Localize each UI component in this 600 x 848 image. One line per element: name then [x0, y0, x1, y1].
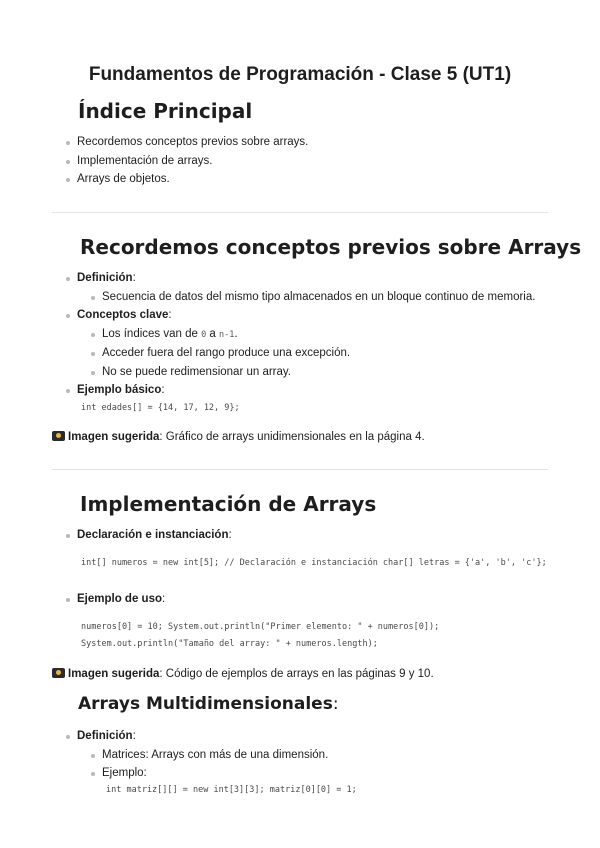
code-block: int[] numeros = new int[5]; // Declaración e instanciación char[] letras = {'a', 'b', 'c'}; — [81, 558, 547, 568]
image-note — [52, 665, 434, 683]
camera-icon — [52, 668, 65, 678]
multi-list — [0, 727, 600, 783]
list-item: Recordemos conceptos previos sobre arrays. — [0, 133, 600, 152]
concept-text: Los índices van de — [102, 327, 202, 340]
multi-heading-text: Arrays Multidimensionales — [78, 694, 333, 714]
list-item: Conceptos clave: — [0, 306, 600, 325]
list-item: Ejemplo de uso: — [0, 590, 600, 609]
concepts-label: Conceptos clave — [77, 309, 169, 321]
list-item — [0, 325, 600, 345]
decl-label: Declaración e instanciación — [77, 529, 229, 541]
use-label: Ejemplo de uso — [77, 593, 162, 605]
concept-text: a — [206, 327, 220, 340]
recap-heading: Recordemos conceptos previos sobre Arrays — [80, 235, 582, 259]
list-item: Declaración e instanciación: — [0, 526, 600, 545]
list-item: Implementación de arrays. — [0, 152, 600, 171]
list-item: No se puede redimensionar un array. — [0, 363, 600, 382]
definition-label: Definición — [77, 272, 133, 284]
image-note — [52, 428, 425, 446]
list-item: Ejemplo básico: — [0, 381, 600, 400]
impl-list — [0, 526, 600, 545]
document-title: Fundamentos de Programación - Clase 5 (UT1) — [88, 64, 512, 85]
concept-text: . — [234, 327, 238, 340]
note-label: Imagen sugerida — [68, 668, 160, 680]
code-block: int matriz[][] = new int[3][3]; matriz[0][0] = 1; — [106, 785, 357, 795]
camera-icon — [52, 431, 65, 441]
impl-heading: Implementación de Arrays — [80, 492, 377, 516]
inline-code: 0 — [201, 329, 207, 340]
code-block: numeros[0] = 10; System.out.println("Primer elemento: " + numeros[0]); System.out.println("Tamaño del array: " + numeros.length); — [81, 622, 440, 649]
list-item: Acceder fuera del rango produce una excepción. — [0, 344, 600, 363]
section-divider — [52, 212, 548, 213]
example-label: Ejemplo básico — [77, 384, 162, 396]
list-item: Matrices: Arrays con más de una dimensión. — [0, 746, 600, 765]
code-block: int edades[] = {14, 17, 12, 9}; — [81, 403, 240, 413]
impl-list-2 — [0, 590, 600, 609]
section-divider — [52, 469, 548, 470]
list-item: Definición: — [0, 727, 600, 746]
multi-heading — [78, 693, 339, 715]
index-heading: Índice Principal — [78, 99, 253, 123]
list-item: Definición: — [0, 269, 600, 288]
definition-label: Definición — [77, 730, 133, 742]
recap-list — [0, 269, 600, 400]
inline-code: n-1 — [219, 329, 235, 340]
list-item: Ejemplo: — [0, 764, 600, 783]
multi-heading-suffix: : — [332, 694, 339, 714]
list-item: Arrays de objetos. — [0, 170, 600, 189]
note-label: Imagen sugerida — [68, 431, 160, 443]
index-list — [0, 133, 600, 189]
note-text: : Gráfico de arrays unidimensionales en la página 4. — [159, 431, 425, 443]
list-item: Secuencia de datos del mismo tipo almacenados en un bloque continuo de memoria. — [0, 288, 600, 307]
note-text: : Código de ejemplos de arrays en las páginas 9 y 10. — [159, 668, 434, 680]
